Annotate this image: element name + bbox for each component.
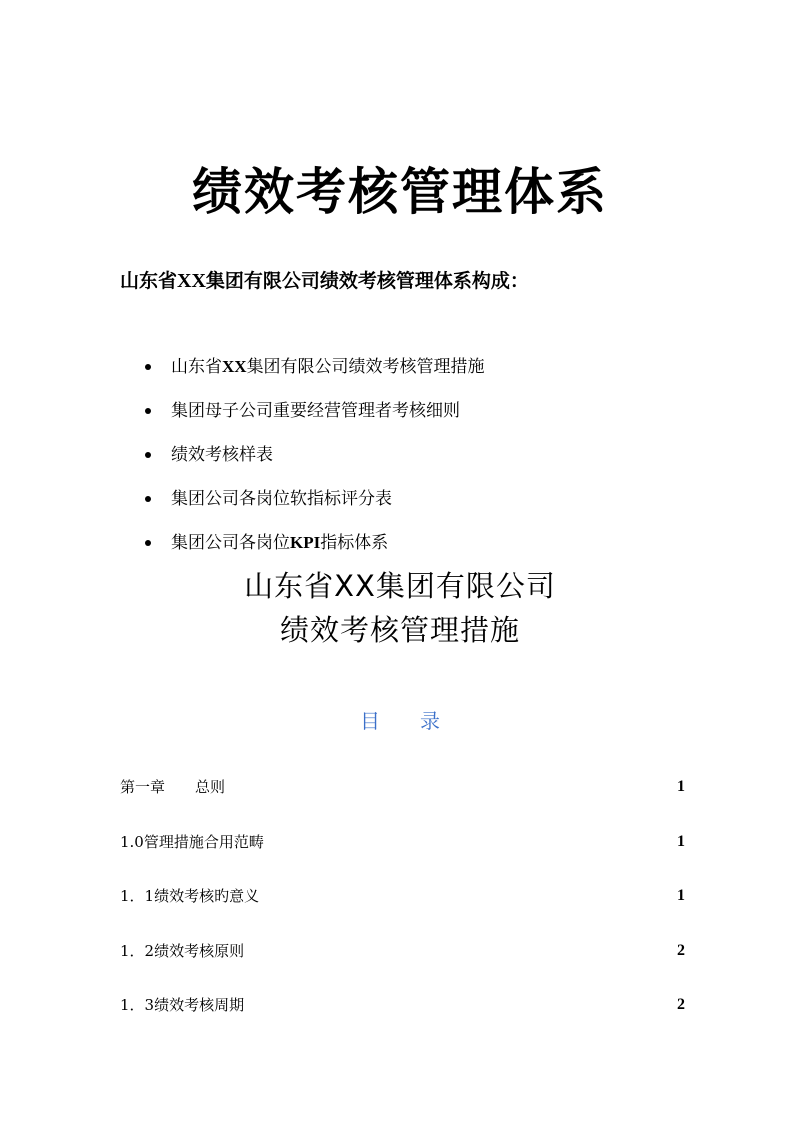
bullet-icon (145, 540, 151, 546)
toc-entry-page: 2 (677, 996, 685, 1013)
bullet-icon (145, 364, 151, 370)
main-title: 绩效考核管理体系 (192, 163, 608, 221)
toc-entry-label: 1．1绩效考核旳意义 (120, 887, 260, 905)
list-item-text-bold: XX (222, 357, 247, 376)
document-title-line-1: 山东省XX集团有限公司 (244, 569, 556, 603)
list-item (145, 484, 485, 528)
list-item-text-after: 集团有限公司绩效考核管理措施 (246, 357, 485, 377)
system-composition-heading (120, 266, 529, 296)
component-list (145, 352, 485, 572)
bullet-icon (145, 452, 151, 458)
toc-heading-char-1: 目 (360, 709, 380, 733)
list-item (145, 396, 485, 440)
toc-entry-label: 1.0管理措施合用范畴 (120, 832, 264, 851)
toc-entry-page: 1 (677, 887, 685, 904)
toc-entry[interactable] (120, 881, 685, 936)
list-item (145, 352, 485, 396)
toc-entry[interactable] (120, 827, 685, 882)
list-item-text-after: 指标体系 (320, 533, 389, 553)
toc-entry-label: 1．3绩效考核周期 (120, 996, 245, 1014)
toc-entry-label: 第一章 总则 (120, 778, 226, 796)
toc-entry-page: 1 (677, 778, 685, 795)
toc-heading (0, 706, 800, 736)
toc-entry-page: 1 (677, 832, 685, 850)
list-item-text-before: 集团公司各岗位软指标评分表 (171, 489, 392, 509)
table-of-contents (120, 772, 685, 1045)
list-item-text-bold: KPI (290, 533, 321, 552)
document-title-line-2: 绩效考核管理措施 (279, 613, 520, 647)
toc-entry[interactable] (120, 772, 685, 827)
toc-entry[interactable] (120, 990, 685, 1045)
bullet-icon (145, 496, 151, 502)
subtitle-latin: XX (177, 270, 206, 292)
subtitle-suffix: 集团有限公司绩效考核管理体系构成： (205, 270, 529, 292)
toc-heading-char-2: 录 (420, 709, 440, 733)
subtitle-prefix: 山东省 (120, 270, 178, 292)
toc-entry-label: 1．2绩效考核原则 (120, 941, 245, 960)
bullet-icon (145, 408, 151, 414)
list-item-text-before: 集团母子公司重要经营管理者考核细则 (171, 401, 460, 421)
list-item-text-before: 绩效考核样表 (171, 445, 273, 465)
list-item (145, 440, 485, 484)
toc-entry-page: 2 (677, 941, 685, 959)
list-item-text-before: 集团公司各岗位 (171, 533, 290, 553)
toc-entry[interactable] (120, 936, 685, 991)
list-item-text-before: 山东省 (171, 357, 222, 377)
